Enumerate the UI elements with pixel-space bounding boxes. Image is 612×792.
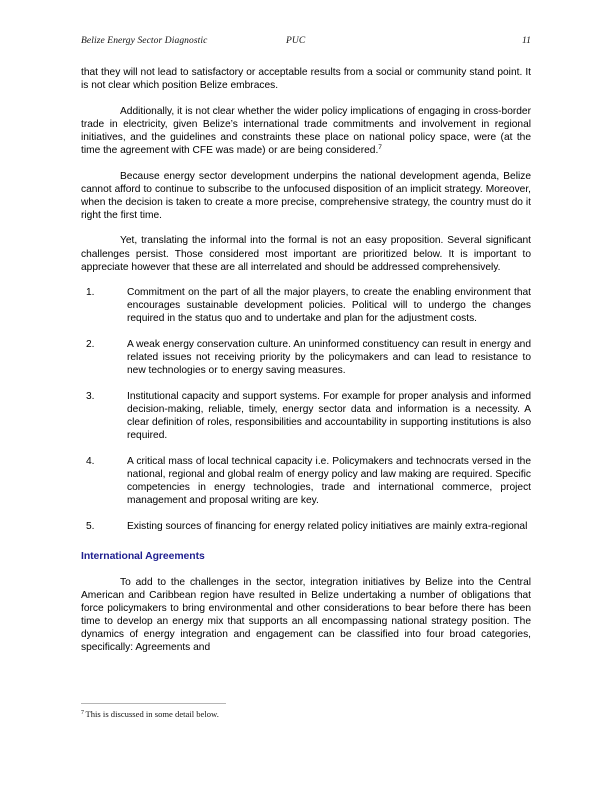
- list-item: [81, 390, 531, 442]
- challenges-list: [81, 286, 531, 532]
- header-organization: PUC: [286, 36, 306, 46]
- list-item-text: Commitment on the part of all the major players, to create the enabling environment that encourages sustainable development policies. Political will to undergo the changes required in the status quo and to undertake and plan for the adjustment costs.: [127, 287, 531, 325]
- paragraph-continuation: that they will not lead to satisfactory or acceptable results from a social or community stand point. It is not clear which position Belize embraces.: [81, 67, 531, 92]
- paragraph-because: Because energy sector development underpins the national development agenda, Belize cannot afford to continue to subscribe to the unfocused disposition of an implicit strategy. Moreover, when the decision is taken to create a more precise, comprehensive strategy, the country must do it right the first time.: [81, 170, 531, 221]
- paragraph-international-agreements: To add to the challenges in the sector, integration initiatives by Belize into the Central American and Caribbean region have resulted in Belize undertaking a number of obligations that force policymakers to bring environmental and other considerations to bear before there has been time to develop an energy mix that supports an all encompassing national strategy position. The dynamics of energy integration and engagement can be classified into four broad categories, specifically: Agreements and: [81, 576, 531, 654]
- list-item-number: 2.: [86, 339, 95, 350]
- list-item: [81, 286, 531, 325]
- footnote-separator-rule: [81, 703, 226, 704]
- footnote-marker: 7: [81, 709, 84, 716]
- list-item-text: Existing sources of financing for energy related policy initiatives are mainly extra-regional: [127, 520, 528, 532]
- header-page-number: 11: [522, 36, 531, 46]
- list-item-text: Institutional capacity and support systems. For example for proper analysis and informed decision-making, reliable, timely, energy sector data and information is a necessity. A clear definition of roles, responsibilities and accountability in supporting institutions is also required.: [127, 390, 531, 442]
- paragraph-additionally-text: Additionally, it is not clear whether the wider policy implications of engaging in cross-border trade in electricity, given Belize’s international trade commitments and involvement in regional initiatives, and the guidelines and constraints these place on national policy space, were (at the time the agreement with CFE was made) or are being considered.: [81, 105, 531, 156]
- footnote-text: This is discussed in some detail below.: [85, 709, 219, 719]
- list-item: [81, 338, 531, 377]
- document-body: [81, 66, 531, 667]
- header-document-title: Belize Energy Sector Diagnostic: [81, 36, 208, 46]
- footnote-reference-7[interactable]: 7: [378, 143, 382, 151]
- paragraph-additionally: [81, 105, 531, 157]
- list-item-number: 3.: [86, 390, 95, 402]
- running-header: [81, 36, 531, 46]
- list-item-text: A weak energy conservation culture. An uninformed constituency can result in energy and related issues not receiving priority by the policymakers and can lead to resistance to new technologies or to energy saving measures.: [127, 339, 531, 377]
- list-item-number: 1.: [86, 287, 95, 299]
- footnote-area: [81, 703, 531, 720]
- list-item-number: 4.: [86, 455, 95, 467]
- list-item-number: 5.: [86, 520, 95, 532]
- section-heading-international-agreements: International Agreements: [81, 550, 205, 562]
- footnote-entry: [81, 709, 531, 720]
- paragraph-yet: Yet, translating the informal into the formal is not an easy proposition. Several significant challenges persist. Those considered most important are prioritized below. It is important to appreciate however that these are all interrelated and should be addressed comprehensively.: [81, 235, 531, 273]
- list-item: [81, 520, 531, 533]
- list-item: [81, 455, 531, 507]
- list-item-text: A critical mass of local technical capacity i.e. Policymakers and technocrats versed in the national, regional and global realm of energy policy and law making are required. Specific competencies in energy technologies, trade and international commerce, project management and proposal writing are key.: [127, 455, 531, 506]
